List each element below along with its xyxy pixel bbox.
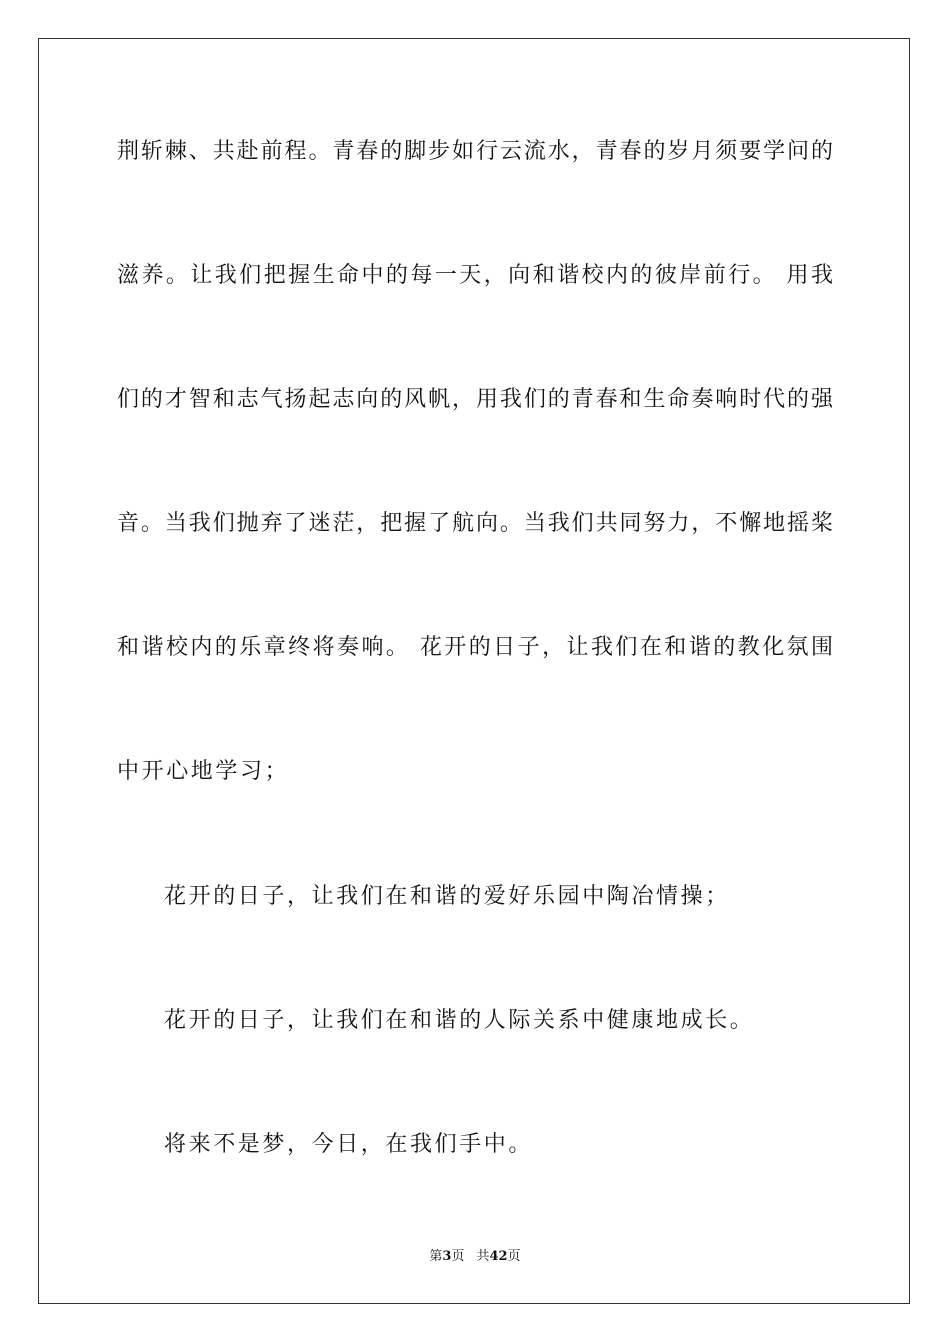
footer-total-prefix: 共 [476,1249,490,1264]
footer-page-number: 3 [442,1249,452,1264]
indented-line-1: 花开的日子，让我们在和谐的爱好乐园中陶冶情操； [164,884,730,909]
paragraph-line-6: 中开心地学习； [117,759,290,784]
paragraph-line-1: 荆斩棘、共赴前程。青春的脚步如行云流水，青春的岁月须要学问的 [117,139,833,164]
indented-line-3: 将来不是梦，今日，在我们手中。 [164,1132,534,1157]
footer-page-suffix: 页 [451,1249,465,1264]
footer-total-pages: 42 [489,1249,508,1264]
paragraph-line-3: 们的才智和志气扬起志向的风帆，用我们的青春和生命奏响时代的强 [117,387,833,412]
paragraph-line-5: 和谐校内的乐章终将奏响。 花开的日子，让我们在和谐的教化氛围 [117,635,833,660]
paragraph-line-2: 滋养。让我们把握生命中的每一天，向和谐校内的彼岸前行。 用我 [117,263,833,288]
footer-total-suffix: 页 [507,1249,521,1264]
indented-line-2: 花开的日子，让我们在和谐的人际关系中健康地成长。 [164,1008,755,1033]
page-border [38,38,910,1304]
paragraph-line-4: 音。当我们抛弃了迷茫，把握了航向。当我们共同努力，不懈地摇桨 [117,511,833,536]
page-footer [0,1248,950,1266]
footer-page-prefix: 第 [429,1249,443,1264]
